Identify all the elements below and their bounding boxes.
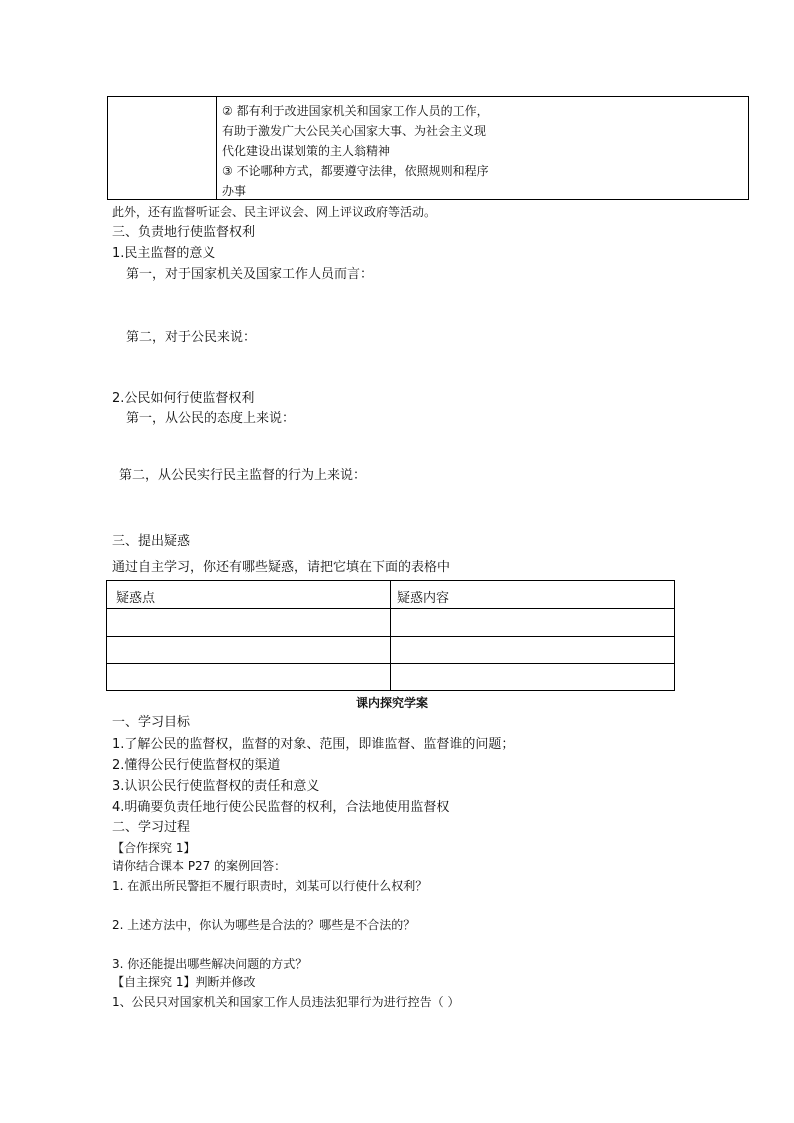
table-row-line [107, 663, 674, 664]
self-title: 【自主探究 1】判断并修改 [112, 975, 256, 989]
top-table [107, 96, 749, 200]
table-line: ② 都有利于改进国家机关和国家工作人员的工作， [222, 104, 489, 118]
doubt-intro: 通过自主学习，你还有哪些疑惑，请把它填在下面的表格中 [112, 560, 451, 575]
goal-item: 3.认识公民行使监督权的责任和意义 [112, 779, 320, 794]
goal-item: 2.懂得公民行使监督权的渠道 [112, 758, 281, 773]
sub2-second: 第二，从公民实行民主监督的行为上来说： [119, 468, 367, 483]
sub1-second: 第二，对于公民来说： [126, 330, 257, 345]
table-cell-content [222, 101, 489, 201]
table-row-line [107, 636, 674, 637]
process-title: 二、学习过程 [112, 820, 191, 835]
coop-question: 1. 在派出所民警拒不履行职责时，刘某可以行使什么权利？ [112, 879, 428, 893]
table-line: 有助于激发广大公民关心国家大事、为社会主义现 [222, 124, 487, 138]
table-line: 代化建设出谋划策的主人翁精神 [222, 144, 391, 158]
coop-question: 3. 你还能提出哪些解决问题的方式？ [112, 957, 308, 971]
table-divider [216, 97, 217, 199]
table-line: ③ 不论哪种方式，都要遵守法律，依照规则和程序 [222, 164, 489, 178]
doubt-title: 三、提出疑惑 [112, 534, 191, 549]
doubt-table [106, 580, 675, 691]
self-question: 1、公民只对国家机关和国家工作人员违法犯罪行为进行控告（ ） [112, 995, 460, 1009]
section3-title: 三、负责地行使监督权利 [112, 225, 256, 240]
sub2-title: 2.公民如何行使监督权利 [112, 391, 255, 406]
sub1-title: 1.民主监督的意义 [112, 246, 216, 261]
goal-item: 4.明确要负责任地行使公民监督的权利，合法地使用监督权 [112, 800, 450, 815]
coop-title: 【合作探究 1】 [112, 841, 196, 855]
doubt-col-content: 疑惑内容 [397, 591, 450, 606]
sub1-first: 第一，对于国家机关及国家工作人员而言： [126, 267, 374, 282]
inclass-title: 课内探究学案 [356, 696, 429, 710]
table-row-line [107, 608, 674, 609]
sub2-first: 第一，从公民的态度上来说： [126, 411, 296, 426]
para-also: 此外，还有监督听证会、民主评议会、网上评议政府等活动。 [112, 205, 437, 219]
coop-intro: 请你结合课本 P27 的案例回答： [112, 859, 287, 873]
coop-question: 2. 上述方法中，你认为哪些是合法的？哪些是不合法的？ [112, 918, 416, 932]
goals-title: 一、学习目标 [112, 715, 191, 730]
table-line: 办事 [222, 184, 247, 198]
goal-item: 1.了解公民的监督权，监督的对象、范围，即谁监督、监督谁的问题； [112, 737, 515, 752]
doubt-col-point: 疑惑点 [116, 591, 156, 606]
